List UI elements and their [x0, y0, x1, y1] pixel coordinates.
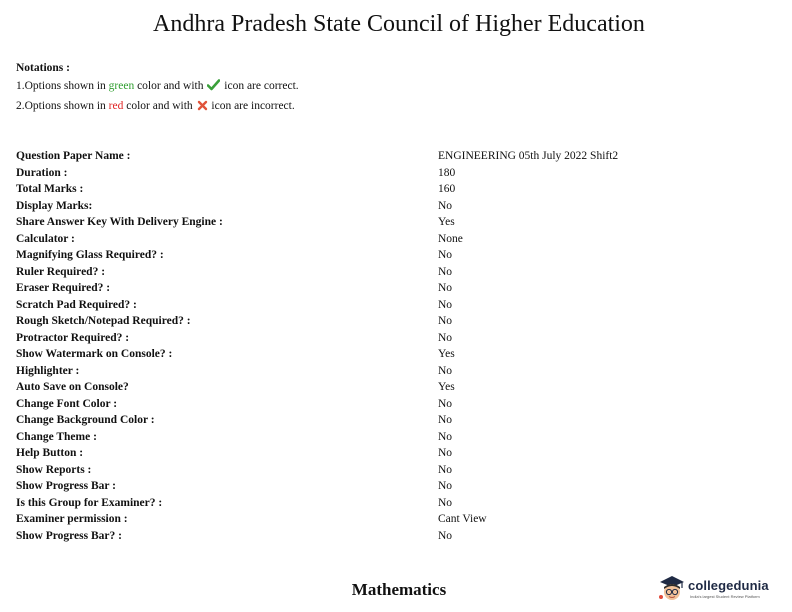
detail-value: No: [438, 315, 453, 328]
question-paper-details: [16, 148, 716, 544]
detail-label: Total Marks :: [16, 183, 84, 196]
detail-label: Change Background Color :: [16, 414, 155, 427]
notation-correct-line: [16, 77, 299, 97]
detail-value: Yes: [438, 381, 455, 394]
detail-value: No: [438, 414, 453, 427]
detail-label: Is this Group for Examiner? :: [16, 496, 163, 509]
detail-value: Yes: [438, 216, 455, 229]
detail-row: [16, 429, 716, 446]
detail-row: [16, 478, 716, 495]
notations-heading: Notations :: [16, 62, 70, 74]
detail-value: No: [438, 199, 453, 212]
detail-value: No: [438, 249, 453, 262]
page-title: Andhra Pradesh State Council of Higher Education: [153, 11, 645, 37]
notation-correct-suffix: icon are correct.: [221, 80, 299, 92]
notation-correct-middle: color and with: [134, 80, 207, 92]
detail-label: Highlighter :: [16, 364, 80, 377]
notations-block: [16, 59, 299, 117]
notation-red-word: red: [108, 100, 124, 112]
brand-logo: [657, 575, 785, 603]
detail-value: None: [438, 232, 463, 245]
detail-row: [16, 495, 716, 512]
detail-value: 160: [438, 183, 456, 196]
detail-value: No: [438, 480, 453, 493]
detail-value: Yes: [438, 348, 455, 361]
detail-value: Cant View: [438, 513, 487, 526]
detail-row: [16, 280, 716, 297]
detail-row: [16, 264, 716, 281]
detail-value: No: [438, 447, 453, 460]
detail-row: [16, 181, 716, 198]
brand-name: collegedunia: [688, 578, 769, 593]
detail-row: [16, 198, 716, 215]
detail-row: [16, 247, 716, 264]
detail-row: [16, 148, 716, 165]
notation-incorrect-middle: color and with: [123, 100, 196, 112]
detail-row: [16, 445, 716, 462]
detail-label: Help Button :: [16, 447, 84, 460]
detail-value: No: [438, 397, 453, 410]
collegedunia-mascot-icon: [657, 575, 687, 603]
brand-tagline: India's largest Student Review Platform: [690, 594, 760, 599]
detail-label: Change Font Color :: [16, 397, 118, 410]
detail-label: Show Reports :: [16, 463, 92, 476]
detail-row: [16, 346, 716, 363]
detail-label: Magnifying Glass Required? :: [16, 249, 164, 262]
detail-row: [16, 462, 716, 479]
detail-row: [16, 511, 716, 528]
detail-label: Question Paper Name :: [16, 150, 131, 163]
detail-label: Display Marks:: [16, 199, 93, 212]
section-title: Mathematics: [351, 580, 447, 599]
detail-value: No: [438, 282, 453, 295]
detail-label: Show Progress Bar? :: [16, 529, 122, 542]
detail-value: No: [438, 298, 453, 311]
detail-label: Calculator :: [16, 232, 75, 245]
notation-correct-prefix: 1.Options shown in: [16, 80, 109, 92]
detail-value: No: [438, 463, 453, 476]
detail-label: Rough Sketch/Notepad Required? :: [16, 315, 191, 328]
detail-row: [16, 165, 716, 182]
notation-incorrect-line: [16, 97, 299, 117]
detail-label: Ruler Required? :: [16, 265, 106, 278]
detail-value: No: [438, 430, 453, 443]
detail-row: [16, 297, 716, 314]
detail-row: [16, 313, 716, 330]
detail-row: [16, 363, 716, 380]
detail-row: [16, 330, 716, 347]
detail-value: 180: [438, 166, 456, 179]
detail-label: Show Watermark on Console? :: [16, 348, 173, 361]
detail-value: No: [438, 496, 453, 509]
detail-label: Eraser Required? :: [16, 282, 111, 295]
detail-value: No: [438, 364, 453, 377]
detail-value: No: [438, 331, 453, 344]
detail-row: [16, 379, 716, 396]
detail-value: ENGINEERING 05th July 2022 Shift2: [438, 150, 619, 163]
detail-label: Protractor Required? :: [16, 331, 130, 344]
detail-label: Duration :: [16, 166, 68, 179]
detail-label: Examiner permission :: [16, 513, 128, 526]
detail-row: [16, 412, 716, 429]
notation-incorrect-prefix: 2.Options shown in: [16, 100, 109, 112]
detail-value: No: [438, 529, 453, 542]
detail-row: [16, 214, 716, 231]
notation-green-word: green: [108, 80, 135, 92]
notation-incorrect-suffix: icon are incorrect.: [208, 100, 295, 112]
detail-row: [16, 528, 716, 545]
detail-label: Share Answer Key With Delivery Engine :: [16, 216, 223, 229]
detail-row: [16, 396, 716, 413]
detail-value: No: [438, 265, 453, 278]
detail-label: Show Progress Bar :: [16, 480, 116, 493]
check-icon: [207, 79, 220, 97]
detail-label: Scratch Pad Required? :: [16, 298, 137, 311]
detail-label: Change Theme :: [16, 430, 97, 443]
cross-icon: [197, 99, 208, 117]
detail-label: Auto Save on Console?: [16, 381, 129, 394]
detail-row: [16, 231, 716, 248]
